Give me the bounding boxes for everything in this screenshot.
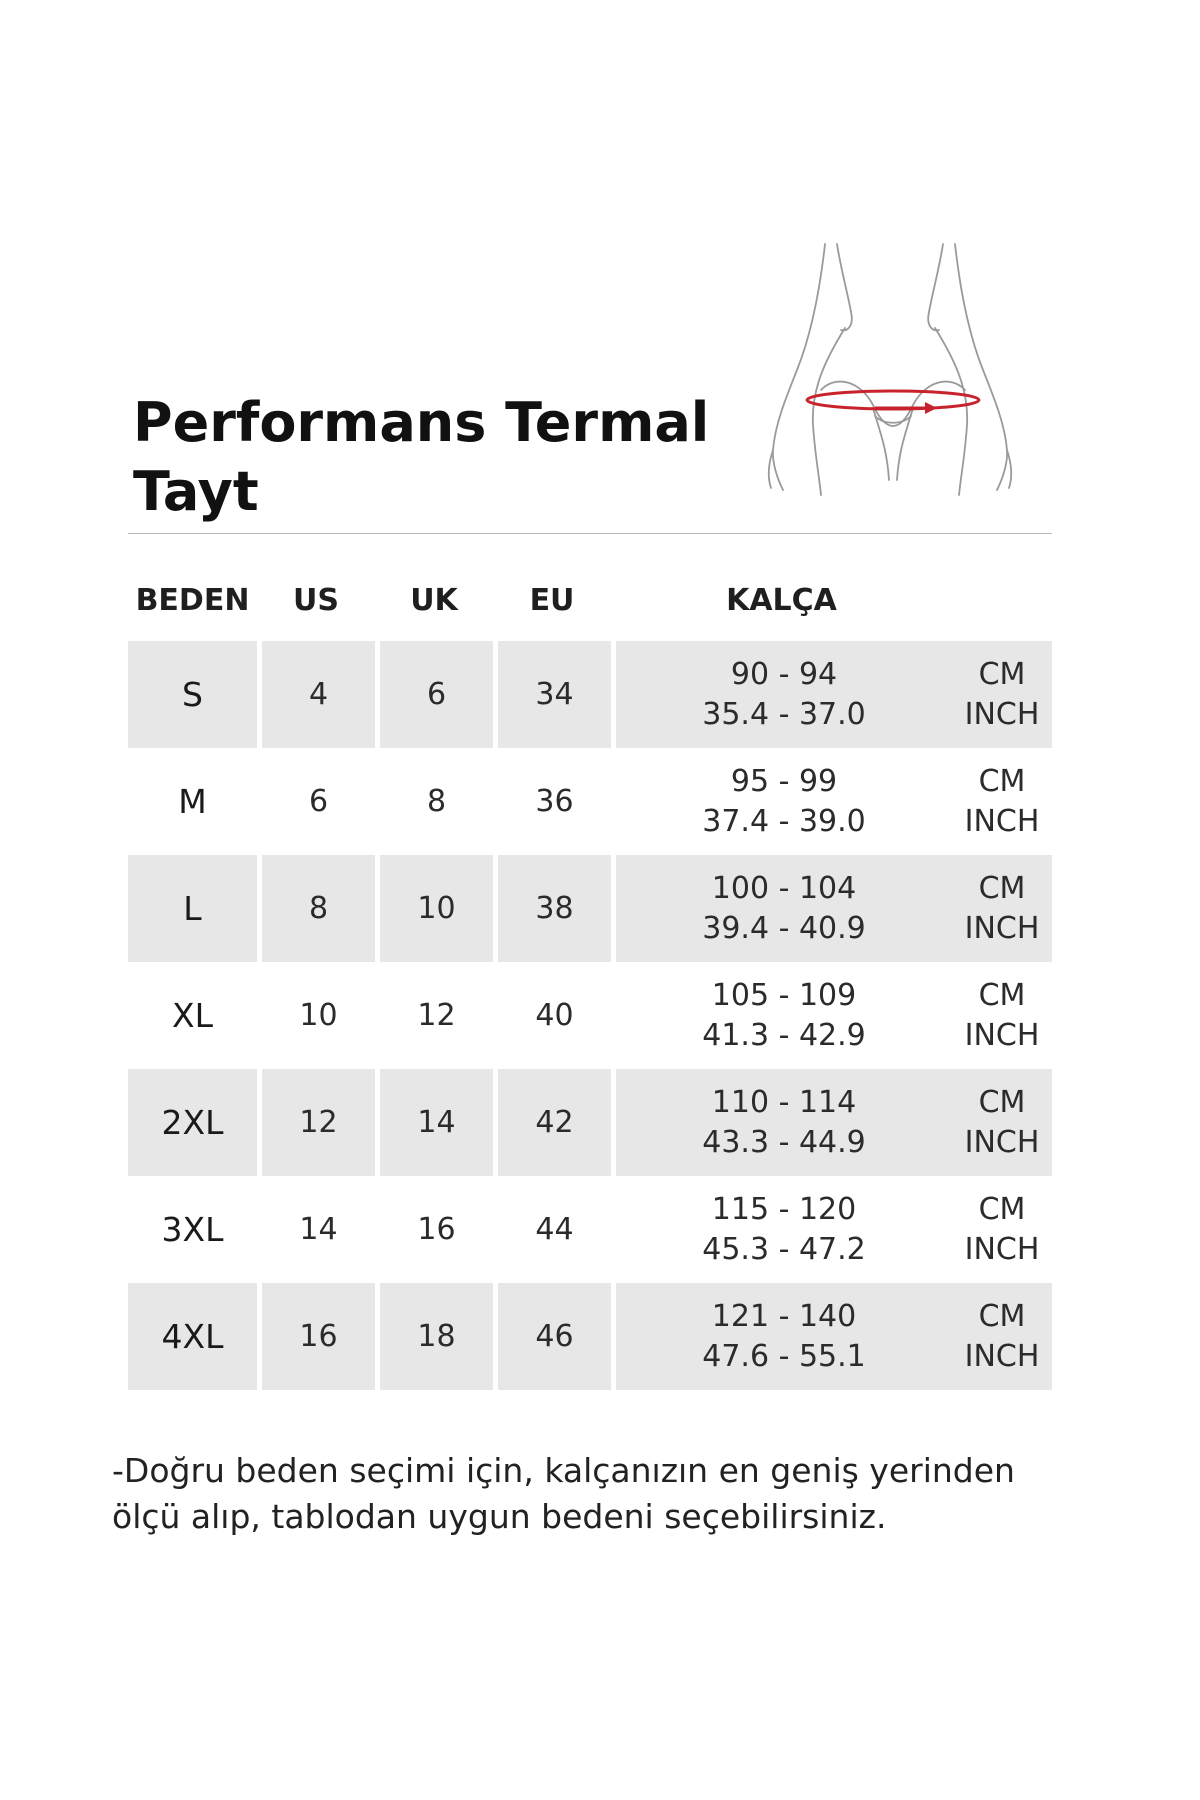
uk-cell: 12	[375, 962, 493, 1069]
us-cell: 10	[257, 962, 375, 1069]
unit-cell	[952, 962, 1052, 1069]
unit-inch-label: INCH	[964, 910, 1040, 946]
table-row	[128, 748, 1052, 855]
hip-cell	[611, 641, 952, 748]
sizing-note-line-2: ölçü alıp, tablodan uygun bedeni seçebilirsiniz.	[112, 1497, 887, 1536]
header-hip: KALÇA	[726, 583, 837, 618]
uk-cell: 8	[375, 748, 493, 855]
hip-cm-value: 95 - 99	[730, 763, 838, 799]
unit-cell	[952, 1176, 1052, 1283]
unit-cell	[952, 855, 1052, 962]
table-row	[128, 1176, 1052, 1283]
hip-inch-value: 47.6 - 55.1	[702, 1338, 866, 1374]
header-us: US	[293, 583, 339, 618]
unit-inch-label: INCH	[964, 803, 1040, 839]
size-cell: S	[128, 641, 257, 748]
header-size: BEDEN	[135, 583, 250, 618]
header-unit	[952, 560, 1052, 641]
uk-cell: 10	[375, 855, 493, 962]
size-cell: XL	[172, 995, 213, 1035]
unit-inch-label: INCH	[964, 696, 1040, 732]
hip-inch-value: 39.4 - 40.9	[702, 910, 866, 946]
eu-cell: 46	[493, 1283, 611, 1390]
hip-cm-value: 90 - 94	[730, 656, 838, 692]
hip-inch-value: 37.4 - 39.0	[702, 803, 866, 839]
title-line-2: Tayt	[133, 460, 259, 523]
uk-cell: 14	[375, 1069, 493, 1176]
unit-cell	[952, 1283, 1052, 1390]
eu-cell: 36	[493, 748, 611, 855]
unit-inch-label: INCH	[964, 1124, 1040, 1160]
title-divider	[128, 533, 1052, 534]
unit-inch-label: INCH	[964, 1338, 1040, 1374]
hip-cm-value: 115 - 120	[711, 1191, 857, 1227]
unit-cell	[952, 641, 1052, 748]
table-row	[128, 1283, 1052, 1390]
eu-cell: 34	[493, 641, 611, 748]
sizing-note-line-1: -Doğru beden seçimi için, kalçanızın en geniş yerinden	[112, 1451, 1015, 1490]
size-cell: M	[178, 781, 207, 821]
unit-cm-label: CM	[978, 656, 1026, 692]
page-title	[133, 388, 709, 526]
sizing-note	[112, 1448, 1112, 1540]
header-uk: UK	[410, 583, 458, 618]
us-cell: 12	[257, 1069, 375, 1176]
table-row	[128, 962, 1052, 1069]
unit-cm-label: CM	[978, 1298, 1026, 1334]
uk-cell: 16	[375, 1176, 493, 1283]
eu-cell: 40	[493, 962, 611, 1069]
size-cell: 4XL	[128, 1283, 257, 1390]
header-eu: EU	[529, 583, 575, 618]
hip-inch-value: 43.3 - 44.9	[702, 1124, 866, 1160]
unit-cm-label: CM	[978, 1084, 1026, 1120]
uk-cell: 18	[375, 1283, 493, 1390]
hip-cell	[611, 1283, 952, 1390]
us-cell: 14	[257, 1176, 375, 1283]
hip-inch-value: 45.3 - 47.2	[702, 1231, 866, 1267]
size-cell: 2XL	[128, 1069, 257, 1176]
hip-cell	[611, 1176, 952, 1283]
us-cell: 4	[257, 641, 375, 748]
hip-cm-value: 121 - 140	[711, 1298, 857, 1334]
size-chart-table	[128, 560, 1052, 1390]
size-cell: L	[128, 855, 257, 962]
hip-inch-value: 35.4 - 37.0	[702, 696, 866, 732]
table-row	[128, 1069, 1052, 1176]
unit-cell	[952, 748, 1052, 855]
size-cell: 3XL	[161, 1209, 224, 1249]
us-cell: 16	[257, 1283, 375, 1390]
table-row	[128, 641, 1052, 748]
unit-cm-label: CM	[978, 1191, 1026, 1227]
hip-cell	[611, 855, 952, 962]
hip-cm-value: 105 - 109	[711, 977, 857, 1013]
hip-cell	[611, 1069, 952, 1176]
eu-cell: 44	[493, 1176, 611, 1283]
hip-measurement-figure-icon	[755, 240, 1025, 500]
us-cell: 6	[257, 748, 375, 855]
hip-cm-value: 110 - 114	[711, 1084, 857, 1120]
hip-cell	[611, 748, 952, 855]
unit-inch-label: INCH	[964, 1231, 1040, 1267]
eu-cell: 38	[493, 855, 611, 962]
unit-cm-label: CM	[978, 870, 1026, 906]
unit-cm-label: CM	[978, 977, 1026, 1013]
uk-cell: 6	[375, 641, 493, 748]
unit-cell	[952, 1069, 1052, 1176]
eu-cell: 42	[493, 1069, 611, 1176]
hip-cm-value: 100 - 104	[711, 870, 857, 906]
hip-inch-value: 41.3 - 42.9	[702, 1017, 866, 1053]
unit-inch-label: INCH	[964, 1017, 1040, 1053]
us-cell: 8	[257, 855, 375, 962]
table-header-row	[128, 560, 1052, 641]
title-line-1: Performans Termal	[133, 391, 710, 454]
unit-cm-label: CM	[978, 763, 1026, 799]
hip-cell	[611, 962, 952, 1069]
table-row	[128, 855, 1052, 962]
